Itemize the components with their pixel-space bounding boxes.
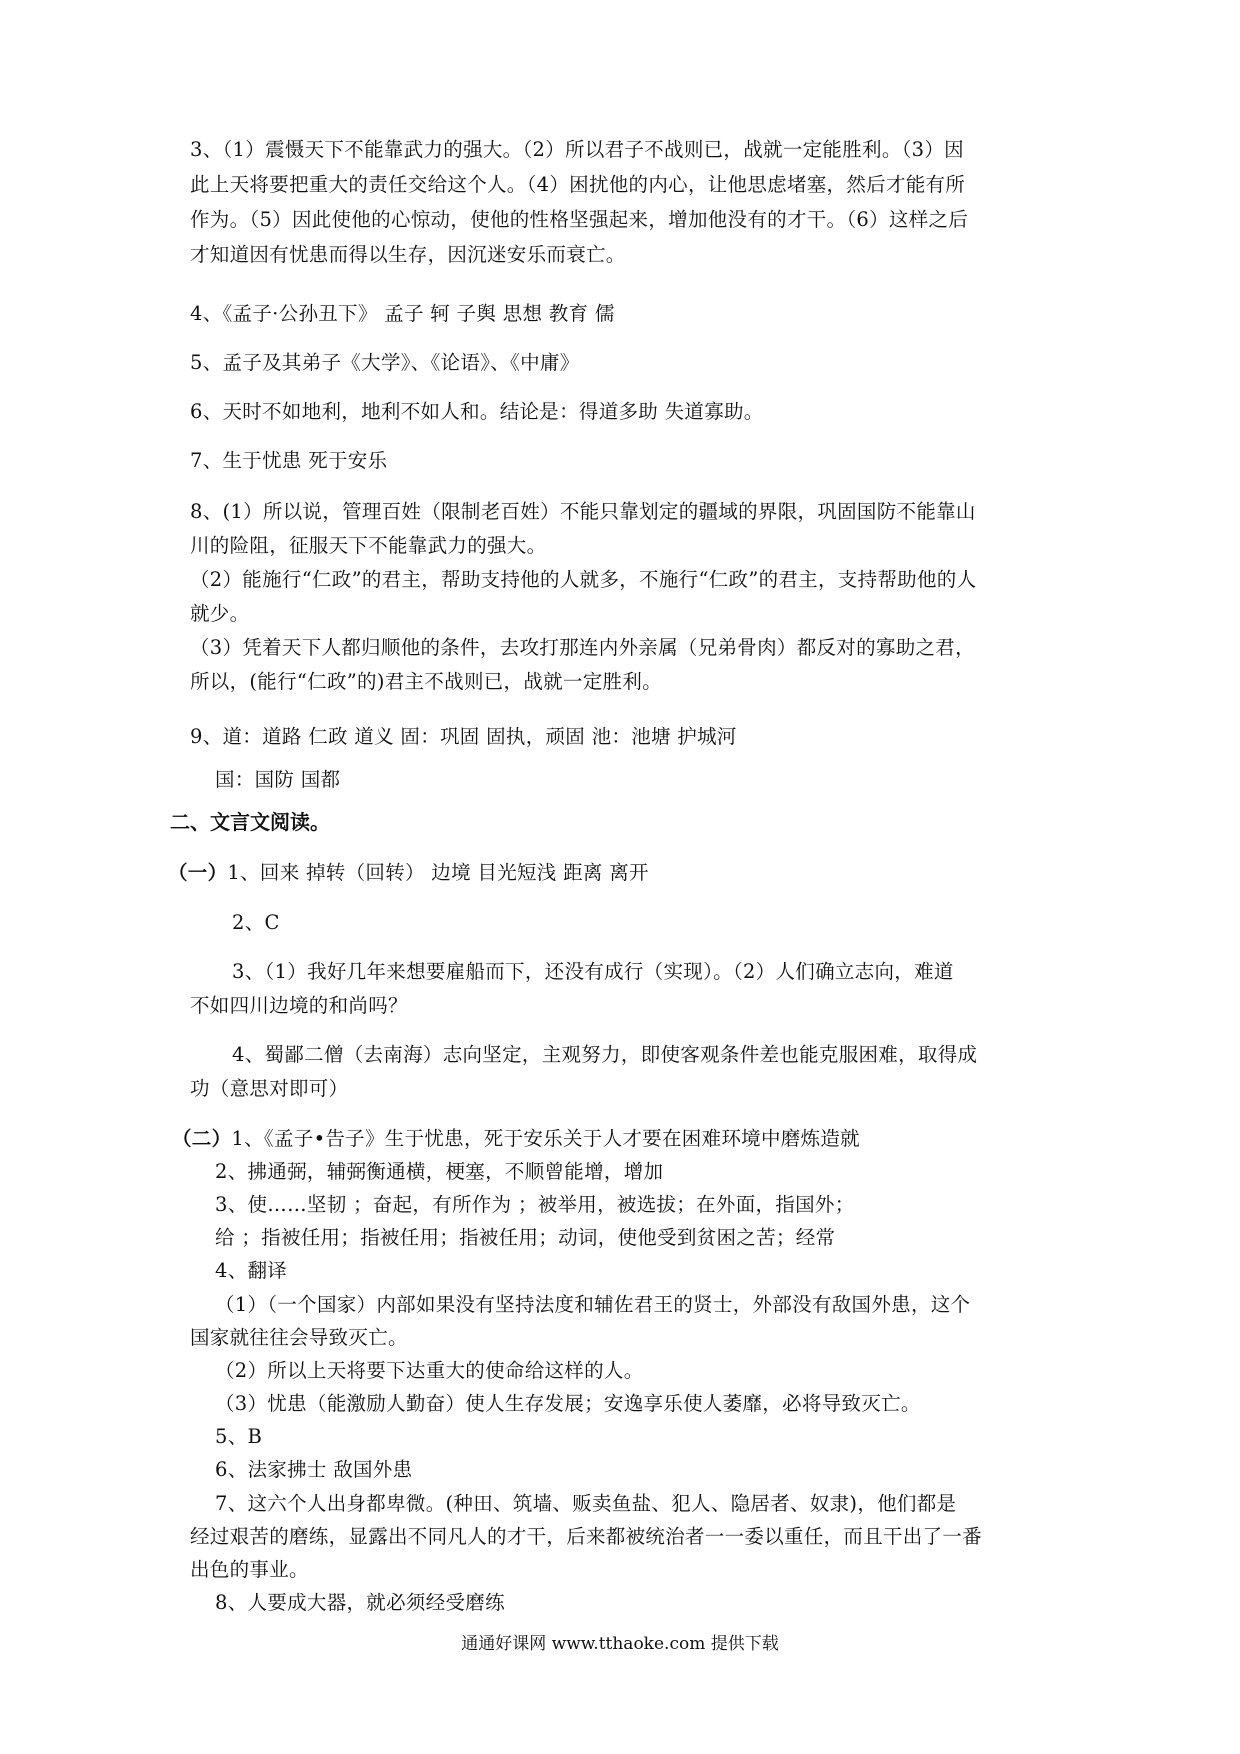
answer-8-line-2: 川的险阻，征服天下不能靠武力的强大。: [190, 534, 547, 557]
answer-8-line-3: （2）能施行“仁政”的君主，帮助支持他的人就多，不施行“仁政”的君主，支持帮助他的人: [190, 568, 977, 591]
part2-q4-t3: （3）忧患（能激励人勤奋）使人生存发展；安逸享乐使人萎靡，必将导致灭亡。: [215, 1392, 921, 1415]
section-heading: 二、文言文阅读。: [170, 810, 330, 834]
part2-q7-line-3: 出色的事业。: [190, 1558, 309, 1581]
answer-8-line-1: 8、(1）所以说，管理百姓（限制老百姓）不能只靠划定的疆域的界限，巩固国防不能靠山: [190, 500, 976, 523]
part2-q2: 2、拂通弼，辅弼衡通横，梗塞，不顺曾能增，增加: [215, 1160, 664, 1183]
answer-3-line-4: 才知道因有忧患而得以生存，因沉迷安乐而衰亡。: [190, 243, 626, 266]
part2-q3-line-1: 3、使……坚韧 ；奋起，有所作为 ；被举用，被选拔；在外面，指国外；: [215, 1193, 855, 1216]
part1-q4-line-2: 功（意思对即可）: [190, 1077, 349, 1100]
part2-q4-t2: （2）所以上天将要下达重大的使命给这样的人。: [215, 1359, 644, 1382]
part2-q7-line-1: 7、这六个人出身都卑微。(种田、筑墙、贩卖鱼盐、犯人、隐居者、奴隶)，他们都是: [215, 1492, 957, 1515]
answer-9-line-2: 国：国防 国都: [215, 768, 341, 791]
part2-q7-line-2: 经过艰苦的磨练，显露出不同凡人的才干，后来都被统治者一一委以重任，而且干出了一番: [190, 1525, 983, 1548]
part2-q1-text: 1、《孟子•告子》生于忧患，死于安乐关于人才要在困难环境中磨炼造就: [231, 1127, 860, 1150]
answer-5: 5、孟子及其弟子《大学》、《论语》、《中庸》: [190, 351, 580, 374]
part1-q1: [168, 855, 1038, 890]
part1-q2: 2、C: [232, 911, 280, 934]
part1-q3-line-2: 不如四川边境的和尚吗？: [190, 994, 408, 1017]
part2-q5: 5、B: [215, 1425, 263, 1448]
part1-q4-line-1: 4、蜀鄙二僧（去南海）志向坚定，主观努力，即使客观条件差也能克服困难，取得成: [232, 1043, 978, 1066]
page-footer: 通通好课网 www.tthaoke.com 提供下载: [461, 1634, 779, 1654]
part2-q6: 6、法家拂士 敌国外患: [215, 1458, 413, 1481]
part2-q4: 4、翻译: [215, 1259, 288, 1282]
part2-q8: 8、人要成大器，就必须经受磨练: [215, 1591, 505, 1614]
part2-q4-t1-line-1: （1）（一个国家）内部如果没有坚持法度和辅佐君王的贤士，外部没有敌国外患，这个: [215, 1293, 971, 1316]
answer-9-line-1: 9、道：道路 仁政 道义 固：巩固 固执，顽固 池：池塘 护城河: [190, 725, 737, 748]
answer-3-line-3: 作为。（5）因此使他的心惊动，使他的性格坚强起来，增加他没有的才干。（6）这样之后: [190, 208, 969, 231]
answer-8-line-5: （3）凭着天下人都归顺他的条件，去攻打那连内外亲属（兄弟骨肉）都反对的寡助之君，: [190, 636, 975, 659]
part2-label: （二）: [172, 1127, 232, 1150]
part1-q1-text: 1、回来 掉转（回转） 边境 目光短浅 距离 离开: [227, 861, 649, 884]
answer-3-line-2: 此上天将要把重大的责任交给这个人。（4）困扰他的内心，让他思虑堵塞，然后才能有所: [190, 173, 966, 196]
answer-8-line-6: 所以，(能行“仁政”的)君主不战则已，战就一定胜利。: [190, 670, 662, 693]
answer-7: 7、生于忧患 死于安乐: [190, 449, 388, 472]
part1-q3-line-1: 3、（1）我好几年来想要雇船而下，还没有成行（实现）。（2）人们确立志向，难道: [232, 960, 954, 983]
answer-4: 4、《孟子·公孙丑下》 孟子 轲 子舆 思想 教育 儒: [190, 302, 615, 325]
part2-q4-t1-line-2: 国家就往往会导致灭亡。: [190, 1326, 408, 1349]
answer-8-line-4: 就少。: [190, 602, 250, 625]
part2-q3-line-2: 给 ；指被任用；指被任用；指被任用；动词，使他受到贫困之苦；经常: [215, 1226, 836, 1249]
answer-3-line-1: 3、（1）震慑天下不能靠武力的强大。（2）所以君子不战则已，战就一定能胜利。（3）因: [190, 138, 964, 161]
part1-label: （一）: [168, 861, 228, 884]
part2-q1: [172, 1121, 1042, 1156]
answer-6: 6、天时不如地利，地利不如人和。结论是：得道多助 失道寡助。: [190, 400, 764, 423]
